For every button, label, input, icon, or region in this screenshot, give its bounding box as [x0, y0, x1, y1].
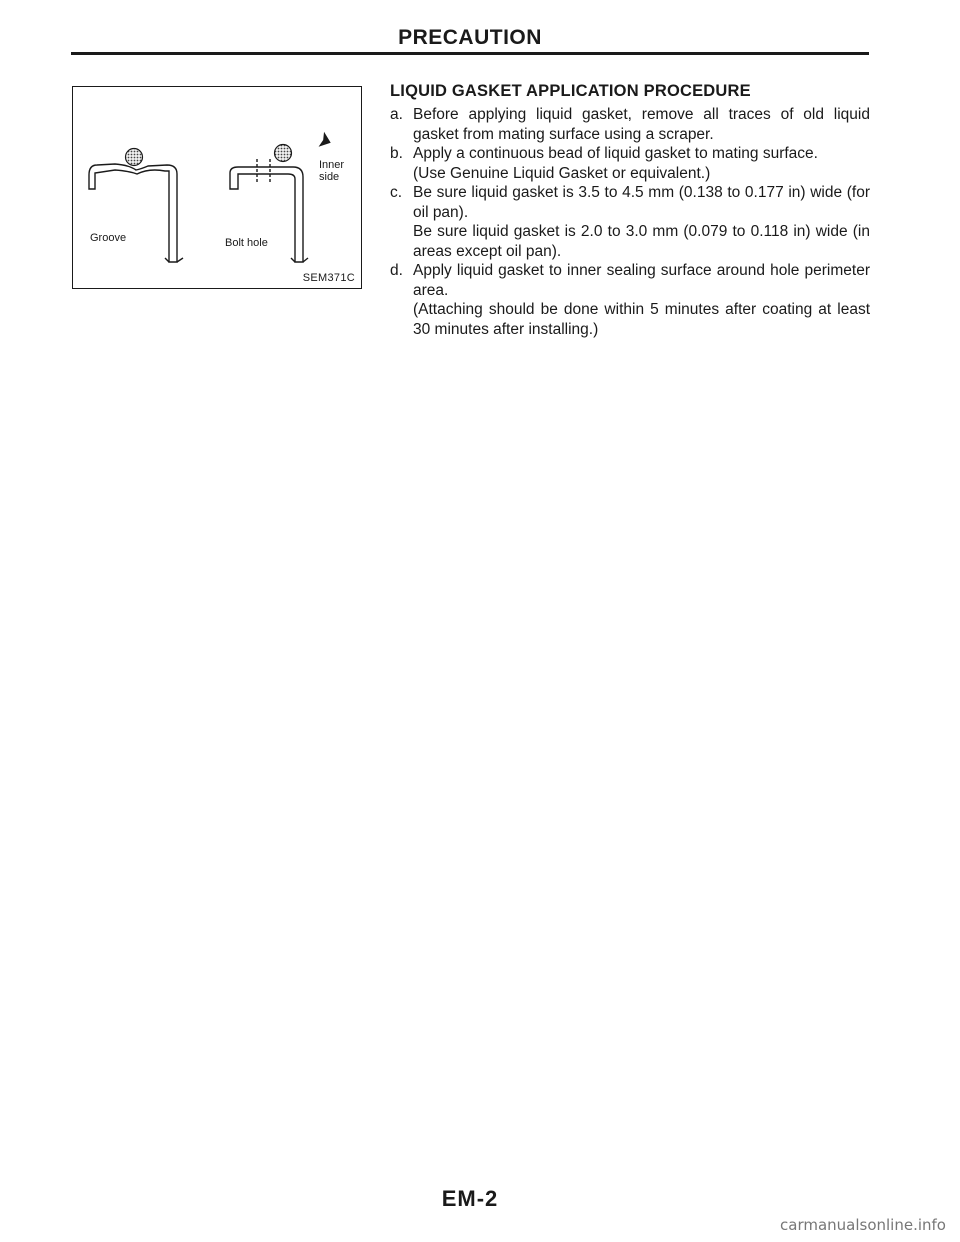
section-heading: LIQUID GASKET APPLICATION PROCEDURE	[390, 82, 751, 100]
page-title: PRECAUTION	[398, 26, 542, 49]
watermark: carmanualsonline.info	[780, 1216, 946, 1234]
inner-label: Inner	[319, 159, 345, 171]
step-d	[390, 261, 870, 339]
bolt-gasket-bead-icon	[275, 145, 292, 162]
step-text: (Attaching should be done within 5 minutes after coating at least 30 minutes after installing.)	[413, 301, 870, 338]
step-text: Be sure liquid gasket is 2.0 to 3.0 mm (0.079 to 0.118 in) wide (in areas except oil pan).	[413, 223, 870, 260]
step-c	[390, 183, 870, 261]
inner-side-arrow-icon	[319, 132, 334, 150]
title-rule	[71, 52, 869, 55]
step-marker: b.	[390, 145, 403, 162]
step-text: (Use Genuine Liquid Gasket or equivalent.)	[413, 164, 711, 182]
step-marker: d.	[390, 262, 403, 279]
gasket-figure	[72, 86, 362, 289]
bolt-hole-label: Bolt hole	[225, 237, 268, 249]
step-b	[390, 144, 870, 183]
figure-code: SEM371C	[302, 272, 355, 284]
step-marker: c.	[390, 184, 403, 201]
side-label: side	[319, 171, 340, 183]
step-a	[390, 105, 870, 144]
procedure-section	[390, 82, 870, 339]
step-marker: a.	[390, 106, 403, 123]
groove-flange-diagram	[89, 164, 183, 262]
page-number: EM-2	[441, 1186, 499, 1211]
step-text: Be sure liquid gasket is 3.5 to 4.5 mm (0.138 to 0.177 in) wide (for oil pan).	[413, 184, 870, 221]
step-text: Before applying liquid gasket, remove all traces of old liquid gasket from mating surface using a scraper.	[413, 106, 870, 143]
groove-gasket-bead-icon	[126, 149, 143, 166]
groove-label: Groove	[90, 232, 127, 244]
gasket-diagram	[73, 87, 363, 290]
step-text: Apply a continuous bead of liquid gasket to mating surface.	[413, 145, 818, 162]
step-text: Apply liquid gasket to inner sealing surface around hole perimeter area.	[413, 262, 870, 299]
inner-side-label	[319, 159, 359, 183]
